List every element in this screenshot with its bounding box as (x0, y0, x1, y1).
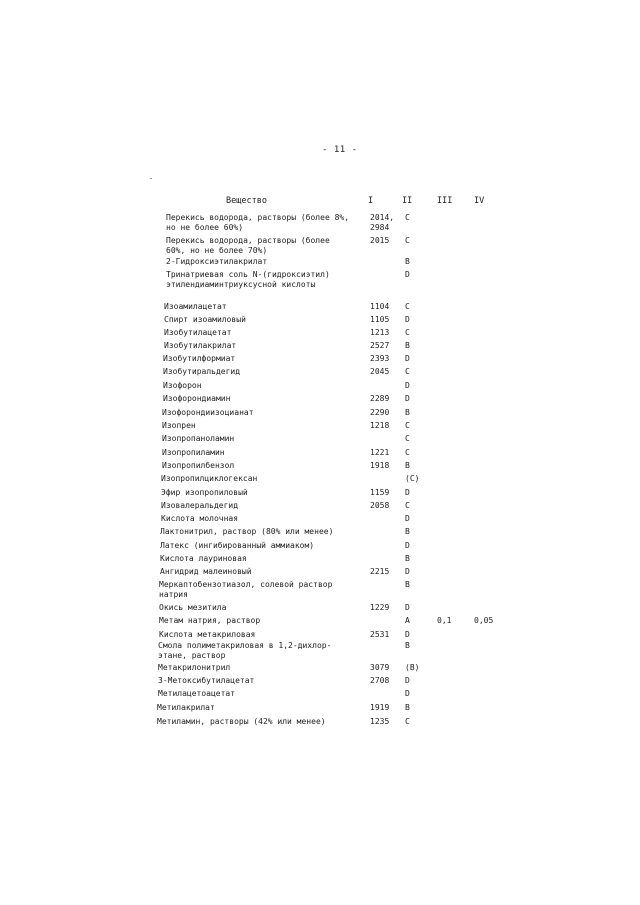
substance-name: Изопропилциклогексан (161, 474, 258, 483)
un-number: 1918 (370, 461, 390, 470)
category: D (405, 270, 410, 279)
scan-speck (150, 178, 152, 179)
substance-name: Метакрилонитрил (158, 663, 231, 672)
un-number: 2527 (370, 341, 390, 350)
un-number: 2015 (370, 236, 390, 245)
col-4-value: 0,05 (474, 616, 494, 625)
un-number: 1919 (370, 703, 390, 712)
substance-name: Лактонитрил, раствор (80% или менее) (160, 527, 334, 536)
substance-name: Изопропиламин (162, 448, 225, 457)
un-number: 1221 (370, 448, 390, 457)
un-number: 1105 (370, 315, 390, 324)
substance-name: Ангидрид малеиновый (160, 567, 252, 576)
category: D (405, 689, 410, 698)
substance-name: Изобутиральдегид (163, 367, 241, 376)
category: B (405, 408, 410, 417)
category: C (405, 717, 410, 726)
category: B (405, 703, 410, 712)
category: A (405, 616, 410, 625)
substance-name: Изоамилацетат (164, 302, 227, 311)
category: D (405, 603, 410, 612)
page-number: - 11 - (322, 145, 358, 155)
category: C (405, 367, 410, 376)
substance-name: 2-Гидроксиэтилакрилат (166, 257, 268, 266)
category: C (405, 213, 410, 222)
substance-name: Метиламин, растворы (42% или менее) (157, 717, 326, 726)
un-number: 2014, 2984 (370, 213, 395, 232)
category: C (405, 501, 410, 510)
category: C (405, 448, 410, 457)
substance-name: Изофорондиизоцианат (162, 408, 254, 417)
category: C (405, 421, 410, 430)
un-number: 1213 (370, 328, 390, 337)
substance-name: Латекс (ингибированный аммиаком) (160, 541, 315, 550)
category: D (405, 676, 410, 685)
substance-name: Изопропаноламин (162, 434, 235, 443)
substance-name: Окись мезитила (159, 603, 227, 612)
substance-name: Перекись водорода, растворы (более 60%, но не более 70%) (166, 236, 330, 255)
category: D (405, 354, 410, 363)
un-number: 2045 (370, 367, 390, 376)
category: B (405, 554, 410, 563)
substance-name: Изобутилакрилат (164, 341, 237, 350)
un-number: 2708 (370, 676, 390, 685)
un-number: 1235 (370, 717, 390, 726)
category: D (405, 394, 410, 403)
substance-name: Изобутилформиат (163, 354, 236, 363)
category: (C) (405, 474, 420, 483)
un-number: 2531 (370, 630, 390, 639)
substance-name: Кислота метакриловая (159, 630, 256, 639)
substance-name: Метилацетоацетат (158, 689, 236, 698)
substance-name: Кислота молочная (161, 514, 239, 523)
category: D (405, 514, 410, 523)
category: C (405, 236, 410, 245)
substance-name: Изопропилбензол (162, 461, 235, 470)
category: C (405, 434, 410, 443)
substance-name: Кислота лауриновая (160, 554, 247, 563)
category: B (405, 527, 410, 536)
substance-name: Изофорон (163, 381, 202, 390)
category: C (405, 328, 410, 337)
un-number: 2290 (370, 408, 390, 417)
un-number: 1218 (370, 421, 390, 430)
header-col-4: IV (474, 196, 485, 206)
header-col-1: I (368, 196, 374, 206)
substance-name: 3-Метоксибутилацетат (158, 676, 255, 685)
header-substance: Вещество (226, 196, 267, 206)
substance-name: Перекись водорода, растворы (более 8%, но не более 60%) (166, 213, 350, 232)
category: D (405, 541, 410, 550)
category: D (405, 381, 410, 390)
category: B (405, 461, 410, 470)
category: D (405, 567, 410, 576)
category: (B) (405, 663, 420, 672)
substance-name: Изовалеральдегид (161, 501, 239, 510)
un-number: 1229 (370, 603, 390, 612)
substance-name: Изобутилацетат (164, 328, 232, 337)
category: D (405, 630, 410, 639)
category: C (405, 302, 410, 311)
substance-name: Тринатриевая соль N-(гидроксиэтил) этилендиаминтриуксусной кислоты (166, 270, 330, 289)
un-number: 2393 (370, 354, 390, 363)
substance-name: Изофорондиамин (163, 394, 231, 403)
category: B (405, 257, 410, 266)
un-number: 2058 (370, 501, 390, 510)
un-number: 2215 (370, 567, 390, 576)
header-col-3: III (437, 196, 453, 206)
category: B (405, 641, 410, 650)
category: B (405, 341, 410, 350)
substance-name: Метилакрилат (157, 703, 215, 712)
category: D (405, 315, 410, 324)
un-number: 1104 (370, 302, 390, 311)
un-number: 1159 (370, 488, 390, 497)
substance-name: Спирт изоамиловый (164, 315, 246, 324)
header-col-2: II (402, 196, 413, 206)
substance-name: Метам натрия, раствор (159, 616, 261, 625)
un-number: 3079 (370, 663, 390, 672)
category: B (405, 580, 410, 589)
substance-name: Меркаптобензотиазол, солевой раствор натрия (159, 580, 333, 599)
substance-name: Смола полиметакриловая в 1,2-дихлор- этане, раствор (158, 641, 332, 660)
substance-name: Эфир изопропиловый (161, 488, 248, 497)
category: D (405, 488, 410, 497)
col-3-value: 0,1 (437, 616, 452, 625)
substance-name: Изопрен (162, 421, 196, 430)
un-number: 2289 (370, 394, 390, 403)
